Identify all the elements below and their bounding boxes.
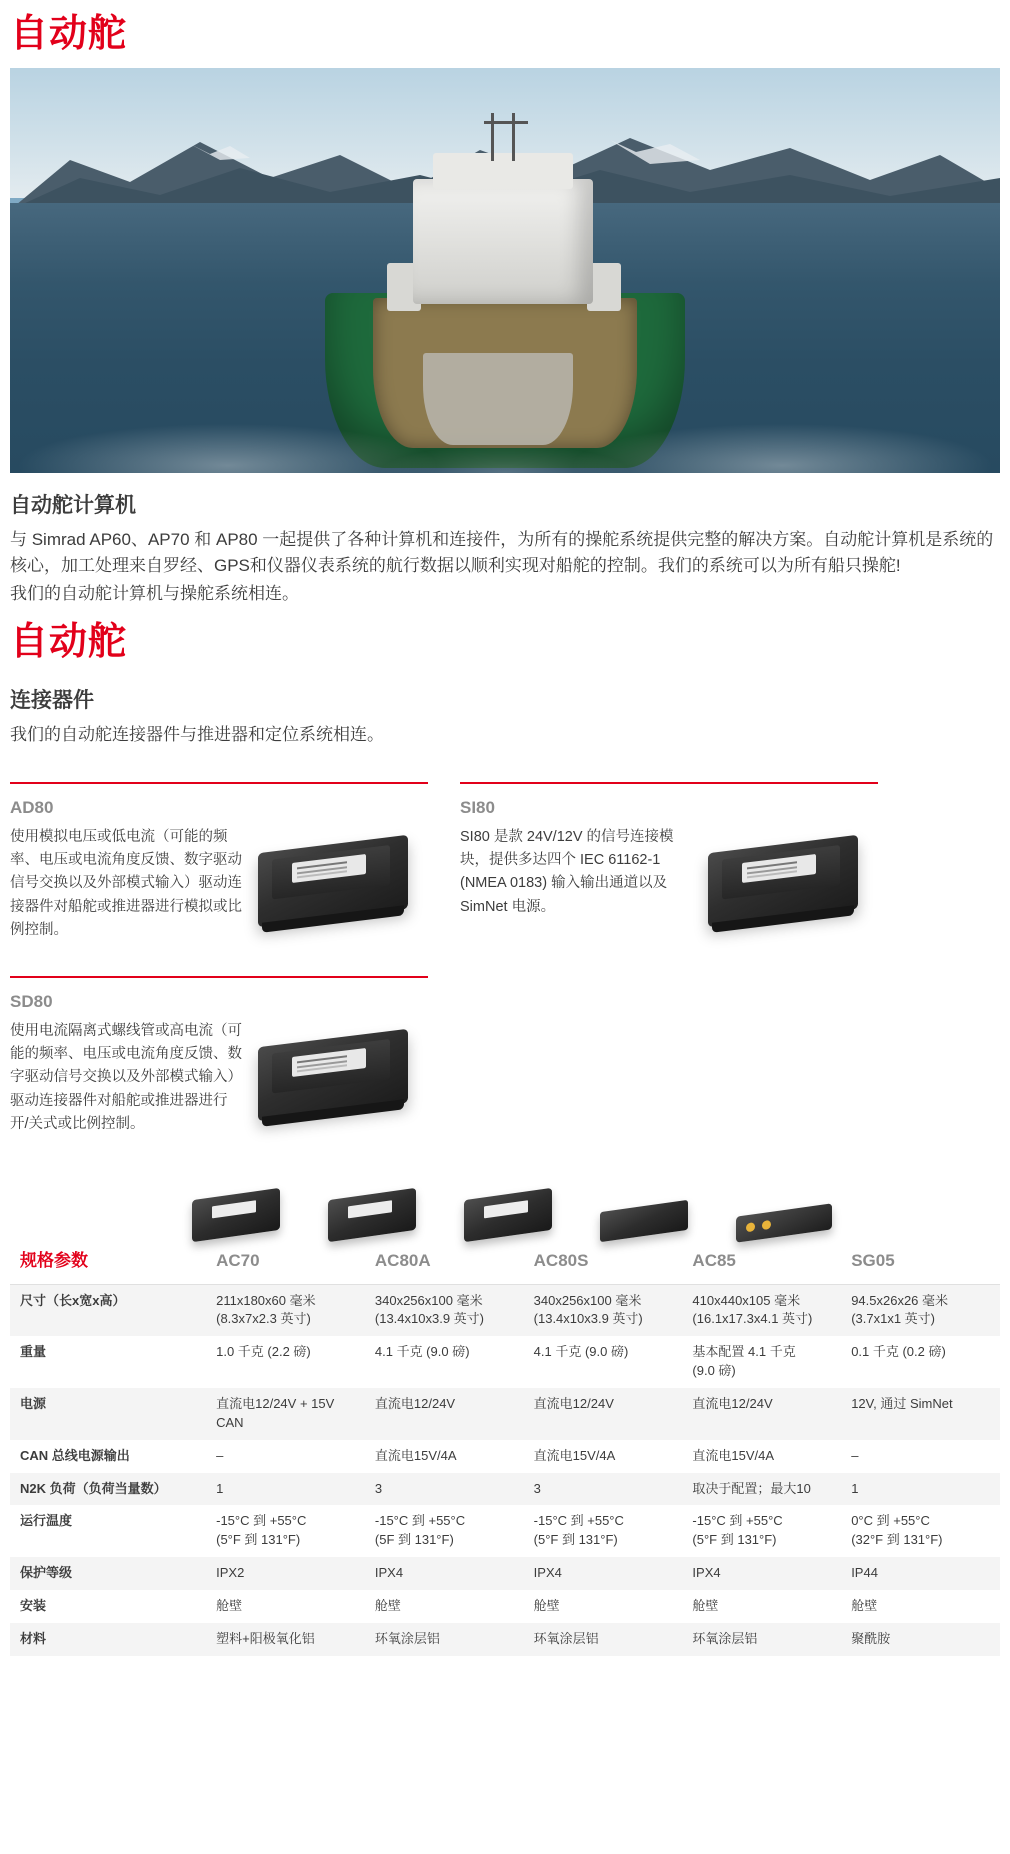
spec-cell: 1.0 千克 (2.2 磅)	[216, 1344, 311, 1360]
product-cards-row-1	[10, 782, 1000, 946]
spec-header-0: 规格参数	[10, 1242, 206, 1284]
spec-table-header-row	[10, 1242, 1000, 1284]
card-title: SI80	[460, 797, 495, 817]
card-description: 使用模拟电压或低电流（可能的频率、电压或电流角度反馈、数字驱动信号交换以及外部模式输入）驱动连接器件对船舵或推进器进行模拟或比例控制。	[10, 828, 242, 938]
page-title-top: 自动舵	[10, 13, 128, 55]
spec-image-ac85	[586, 1176, 722, 1238]
card-description: 使用电流隔离式螺线管或高电流（可能的频率、电压或电流角度反馈、数字驱动信号交换以及外部模式输入）驱动连接器件对船舵或推进器进行开/关式或比例控制。	[10, 1022, 242, 1132]
spec-cell: 舱壁	[692, 1597, 719, 1613]
table-row	[10, 1557, 1000, 1590]
spec-cell: 0°C 到 +55°C (32°F 到 131°F)	[851, 1513, 943, 1548]
card-top-rule	[10, 782, 428, 784]
device-label	[348, 1200, 392, 1218]
device-box-icon	[328, 1188, 416, 1242]
spec-cell: 211x180x60 毫米 (8.3x7x2.3 英寸)	[216, 1292, 316, 1327]
spec-cell: 环氧涂层铝	[692, 1630, 758, 1646]
card-product-image	[702, 826, 872, 946]
spec-cell: 直流电12/24V	[692, 1395, 773, 1411]
table-row	[10, 1388, 1000, 1440]
spec-header-3: AC80S	[524, 1242, 683, 1284]
spec-row-label: 保护等级	[20, 1565, 73, 1581]
spec-cell: 4.1 千克 (9.0 磅)	[533, 1344, 629, 1360]
spec-row-label: 电源	[20, 1395, 47, 1411]
table-row	[10, 1590, 1000, 1623]
spec-cell: 340x256x100 毫米 (13.4x10x3.9 英寸)	[374, 1292, 484, 1327]
table-row	[10, 1440, 1000, 1473]
spec-header-4: AC85	[682, 1242, 841, 1284]
spec-cell: 环氧涂层铝	[374, 1630, 440, 1646]
spec-cell: 舱壁	[533, 1597, 560, 1613]
table-row	[10, 1473, 1000, 1506]
spec-cell: –	[851, 1447, 859, 1463]
page-title-mid: 自动舵	[10, 620, 128, 663]
card-description: SI80 是款 24V/12V 的信号连接模块，提供多达四个 IEC 61162-1 (NMEA 0183) 输入输出通道以及SimNet 电源。	[460, 828, 674, 915]
product-cards-row-2	[10, 976, 1000, 1140]
device-base	[262, 1099, 404, 1126]
device-box-icon	[600, 1200, 688, 1242]
spec-product-images	[10, 1176, 1000, 1238]
spec-cell: -15°C 到 +55°C (5°F 到 131°F)	[216, 1513, 307, 1548]
card-title: AD80	[10, 797, 54, 817]
spec-cell: 1	[851, 1480, 859, 1496]
card-product-image	[252, 826, 422, 946]
device-box-icon	[708, 835, 858, 927]
spec-cell: 直流电12/24V	[374, 1395, 456, 1411]
spec-cell: 塑料+阳极氧化铝	[216, 1630, 315, 1646]
spec-cell: 3	[374, 1480, 383, 1496]
spec-cell: -15°C 到 +55°C (5°F 到 131°F)	[533, 1513, 624, 1548]
spec-cell: 直流电15V/4A	[374, 1447, 457, 1463]
spec-header-1: AC70	[206, 1242, 365, 1284]
spec-header-2: AC80A	[365, 1242, 524, 1284]
card-top-rule	[10, 976, 428, 978]
device-label	[484, 1200, 528, 1218]
ship-mast	[491, 113, 515, 161]
connectors-heading: 连接器件	[10, 688, 94, 712]
spec-cell: 舱壁	[216, 1597, 243, 1613]
connectors-text: 我们的自动舵连接器件与推进器和定位系统相连。	[10, 724, 384, 744]
spec-image-ac80a	[314, 1176, 450, 1238]
product-card-sd80	[10, 976, 428, 1140]
device-label	[212, 1200, 256, 1218]
spec-image-ac80s	[450, 1176, 586, 1238]
spec-cell: 取决于配置；最大10	[692, 1480, 811, 1496]
card-title: SD80	[10, 991, 53, 1011]
page-root	[0, 14, 1010, 1656]
device-box-icon	[258, 835, 408, 927]
spec-table-body	[10, 1284, 1000, 1655]
spec-cell: IP44	[851, 1565, 878, 1581]
device-box-icon	[464, 1188, 552, 1242]
spec-image-ac70	[178, 1176, 314, 1238]
spec-cell: 12V, 通过 SimNet	[851, 1395, 953, 1411]
spec-cell: 4.1 千克 (9.0 磅)	[374, 1344, 470, 1360]
spec-cell: 1	[216, 1480, 224, 1496]
product-card-ad80	[10, 782, 428, 946]
table-row	[10, 1336, 1000, 1388]
intro-heading: 自动舵计算机	[10, 493, 136, 517]
card-top-rule	[460, 782, 878, 784]
table-row	[10, 1505, 1000, 1557]
spec-row-label: CAN 总线电源输出	[20, 1447, 130, 1463]
spec-row-label: 尺寸（长x宽x高）	[20, 1292, 126, 1308]
spec-cell: 410x440x105 毫米 (16.1x17.3x4.1 英寸)	[692, 1292, 813, 1327]
spec-cell: 3	[533, 1480, 541, 1496]
spec-cell: 直流电12/24V	[533, 1395, 614, 1411]
spec-cell: 舱壁	[374, 1597, 401, 1613]
spec-cell: 聚酰胺	[851, 1630, 891, 1646]
spec-cell: 直流电15V/4A	[692, 1447, 775, 1463]
spec-cell: 舱壁	[851, 1597, 878, 1613]
product-card-spacer	[460, 976, 878, 1140]
hero-wake	[10, 323, 1000, 473]
spec-cell: 340x256x100 毫米 (13.4x10x3.9 英寸)	[533, 1292, 643, 1327]
spec-cell: IPX4	[374, 1565, 404, 1581]
table-row	[10, 1623, 1000, 1656]
spec-cell: IPX4	[692, 1565, 721, 1581]
device-led	[746, 1222, 755, 1232]
spec-cell: -15°C 到 +55°C (5F 到 131°F)	[374, 1513, 466, 1548]
spec-cell: IPX2	[216, 1565, 245, 1581]
product-card-si80	[460, 782, 878, 946]
spec-cell: 0.1 千克 (0.2 磅)	[851, 1344, 946, 1360]
device-base	[262, 905, 404, 932]
intro-paragraph-2: 我们的自动舵计算机与操舵系统相连。	[10, 584, 299, 604]
spec-header-5: SG05	[841, 1242, 1000, 1284]
spec-cell: 直流电15V/4A	[533, 1447, 616, 1463]
spec-cell: –	[216, 1447, 224, 1463]
spec-table	[10, 1242, 1000, 1656]
spec-cell: 94.5x26x26 毫米 (3.7x1x1 英寸)	[851, 1292, 949, 1327]
device-stick-icon	[736, 1203, 832, 1242]
table-row	[10, 1284, 1000, 1336]
device-base	[712, 905, 854, 932]
hero-image	[10, 68, 1000, 473]
card-product-image	[252, 1020, 422, 1140]
spec-row-label: 重量	[20, 1344, 47, 1360]
spec-row-label: 运行温度	[20, 1513, 73, 1529]
spec-cell: 环氧涂层铝	[533, 1630, 599, 1646]
device-box-icon	[258, 1029, 408, 1121]
spec-image-sg05	[722, 1176, 858, 1238]
intro-paragraph-1: 与 Simrad AP60、AP70 和 AP80 一起提供了各种计算机和连接件，为所有的操舵系统提供完整的解决方案。自动舵计算机是系统的核心，加工处理来自罗经、GPS和仪器仪表系统的航行数据以顺利实现对船舵的控制。我们的系统可以为所有船只操舵!	[10, 529, 994, 576]
ship-superstructure	[413, 179, 593, 304]
spec-cell: IPX4	[533, 1565, 562, 1581]
spec-row-label: N2K 负荷（负荷当量数）	[20, 1480, 167, 1496]
spec-row-label: 材料	[20, 1630, 47, 1646]
spec-cell: 直流电12/24V + 15V CAN	[216, 1395, 335, 1430]
device-box-icon	[192, 1188, 280, 1242]
spec-cell: -15°C 到 +55°C (5°F 到 131°F)	[692, 1513, 783, 1548]
spec-row-label: 安装	[20, 1597, 47, 1613]
spec-cell: 基本配置 4.1 千克 (9.0 磅)	[692, 1344, 796, 1379]
